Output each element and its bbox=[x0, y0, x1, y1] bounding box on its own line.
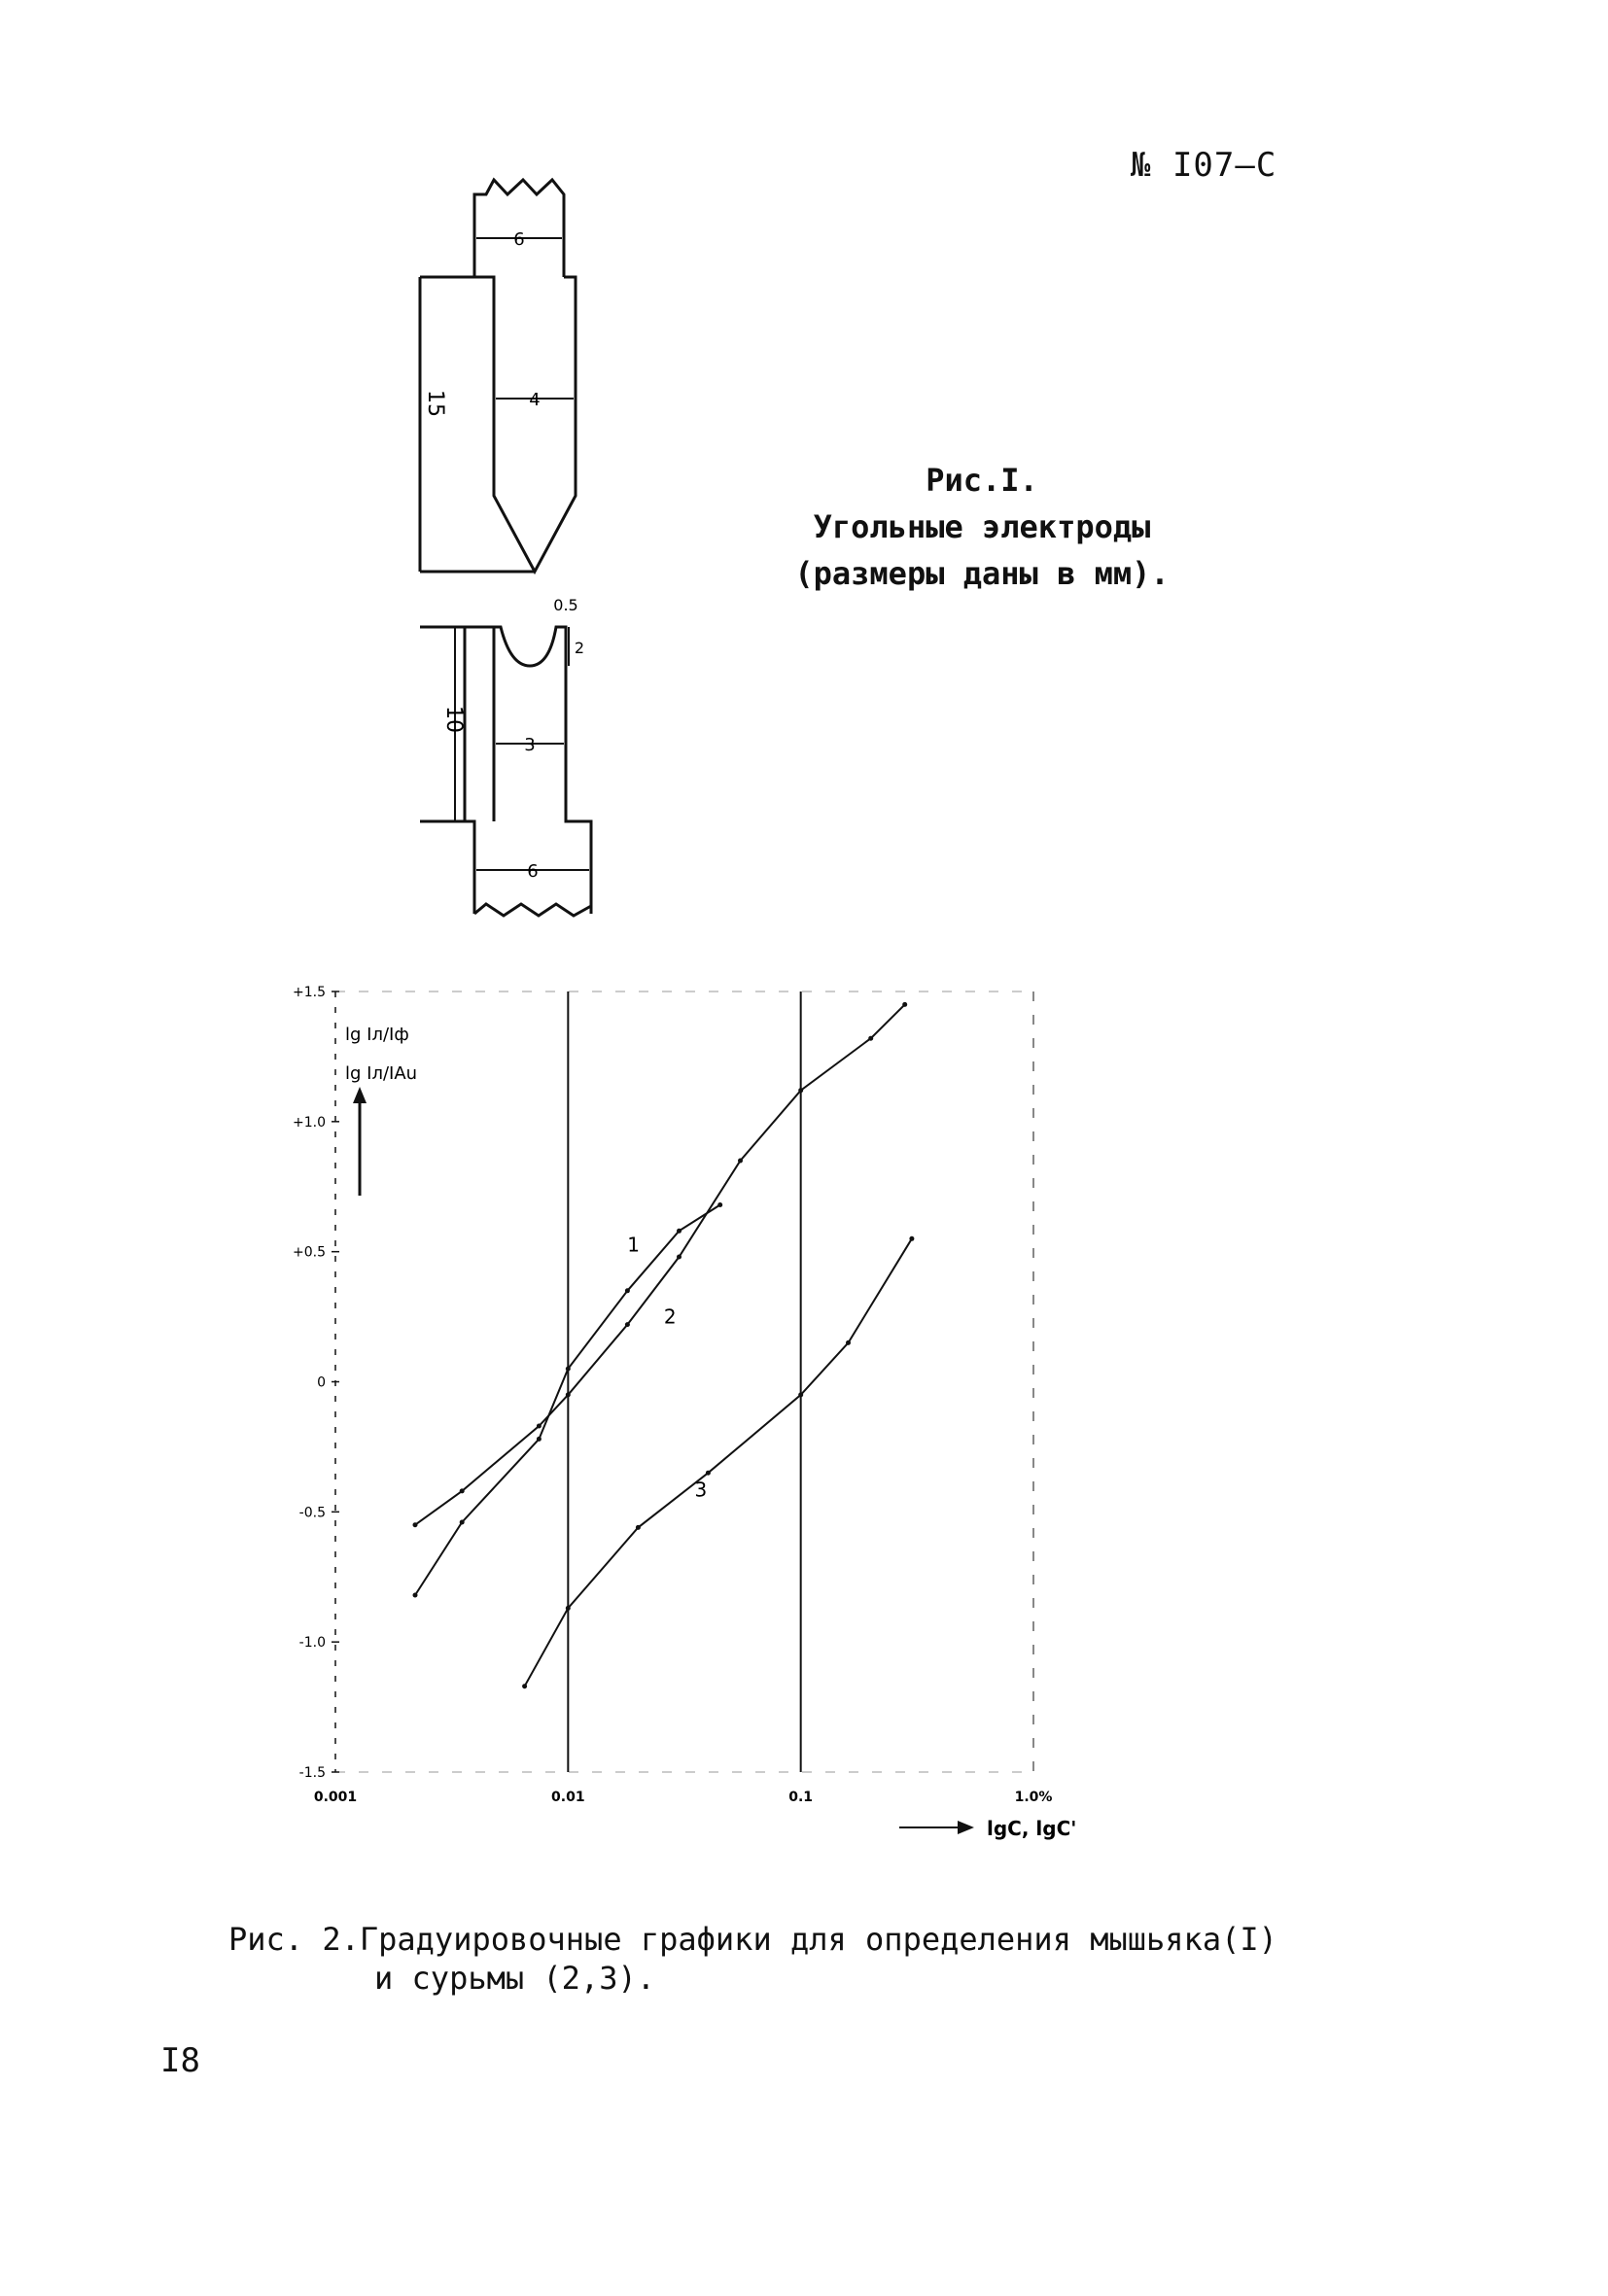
series-3-point bbox=[566, 1606, 571, 1611]
dim-lower-length: 10 bbox=[441, 706, 466, 733]
y-tick-label: +1.0 bbox=[293, 1114, 326, 1131]
figure2-caption-line1: Рис. 2.Градуировочные графики для определения мышьяка(I) bbox=[228, 1921, 1277, 1958]
chart-y-ticks bbox=[293, 985, 339, 1781]
figure2-caption bbox=[228, 1920, 1277, 1998]
series-1-point bbox=[460, 1488, 465, 1493]
y-tick-label: +0.5 bbox=[293, 1244, 326, 1261]
series-1-point bbox=[738, 1159, 743, 1164]
chart-ylabel bbox=[345, 1025, 417, 1196]
dim-lower-width: 6 bbox=[527, 861, 539, 882]
series-2-point bbox=[677, 1229, 682, 1234]
figure2-caption-line2: и сурьмы (2,3). bbox=[374, 1960, 655, 1997]
series-2-point bbox=[717, 1202, 722, 1207]
electrode-drawing bbox=[418, 175, 642, 933]
y-tick-label: +1.5 bbox=[293, 985, 326, 1000]
series-3-point bbox=[798, 1392, 803, 1397]
chart-lines bbox=[413, 1002, 915, 1688]
dim-upper-neck: 4 bbox=[529, 390, 541, 410]
x-tick-label: 0.01 bbox=[551, 1790, 585, 1805]
series-1-point bbox=[566, 1392, 571, 1397]
dim-lower-cup: 0.5 bbox=[553, 596, 578, 614]
x-tick-label: 1.0% bbox=[1014, 1790, 1053, 1805]
series-3-point bbox=[909, 1236, 914, 1241]
series-2-point bbox=[413, 1593, 418, 1598]
figure1-caption bbox=[768, 457, 1196, 597]
lower-electrode bbox=[420, 627, 591, 916]
y-tick-label: 0 bbox=[317, 1374, 326, 1391]
y-tick-label: -0.5 bbox=[298, 1505, 326, 1521]
document-id: № I07–C bbox=[1131, 146, 1277, 185]
series-3-point bbox=[522, 1684, 527, 1688]
y-tick-label: -1.5 bbox=[298, 1765, 326, 1781]
series-3-point bbox=[846, 1340, 851, 1345]
series-1-point bbox=[902, 1002, 907, 1007]
series-2-point bbox=[566, 1367, 571, 1372]
series-1-point bbox=[677, 1255, 682, 1260]
arrow-up-icon bbox=[353, 1087, 367, 1103]
x-tick-label: 0.1 bbox=[788, 1790, 814, 1805]
y-tick-label: -1.0 bbox=[298, 1635, 326, 1652]
page-number: I8 bbox=[160, 2041, 200, 2080]
figure1-caption-units: (размеры даны в мм). bbox=[794, 555, 1170, 592]
series-1-point bbox=[798, 1088, 803, 1093]
arrow-right-icon bbox=[958, 1821, 974, 1834]
figure1-caption-subtitle: Угольные электроды bbox=[813, 508, 1151, 545]
series-1-line bbox=[415, 1004, 905, 1524]
chart-ylabel-line1: lg Iл/Iф bbox=[345, 1025, 409, 1045]
dim-upper-width: 6 bbox=[513, 229, 525, 250]
series-1-point bbox=[868, 1036, 873, 1041]
chart-x-ticks bbox=[314, 1790, 1053, 1805]
dim-lower-depth: 2 bbox=[574, 639, 585, 657]
series-1-point bbox=[413, 1522, 418, 1527]
series-1-point bbox=[625, 1322, 630, 1327]
upper-dimension-lines bbox=[476, 238, 574, 399]
series-2-point bbox=[625, 1288, 630, 1293]
series-3-point bbox=[636, 1525, 641, 1530]
series-1-label: 1 bbox=[627, 1233, 640, 1257]
figure1-caption-title: Рис.I. bbox=[926, 462, 1038, 499]
x-tick-label: 0.001 bbox=[313, 1790, 358, 1805]
chart-grid bbox=[335, 991, 1033, 1772]
chart-xlabel bbox=[899, 1817, 1076, 1840]
series-1-point bbox=[537, 1424, 542, 1429]
series-2-point bbox=[460, 1520, 465, 1525]
series-3-label: 3 bbox=[694, 1478, 708, 1502]
dim-lower-neck: 3 bbox=[524, 735, 536, 755]
chart-ylabel-line2: lg Iл/IAu bbox=[345, 1063, 418, 1084]
dim-upper-length: 15 bbox=[423, 390, 447, 417]
series-2-label: 2 bbox=[663, 1305, 677, 1329]
calibration-chart bbox=[272, 972, 1196, 1886]
chart-xlabel-text: lgC, lgC' bbox=[987, 1817, 1077, 1840]
series-2-point bbox=[537, 1437, 542, 1442]
series-3-point bbox=[706, 1471, 711, 1476]
series-3-line bbox=[525, 1238, 912, 1686]
